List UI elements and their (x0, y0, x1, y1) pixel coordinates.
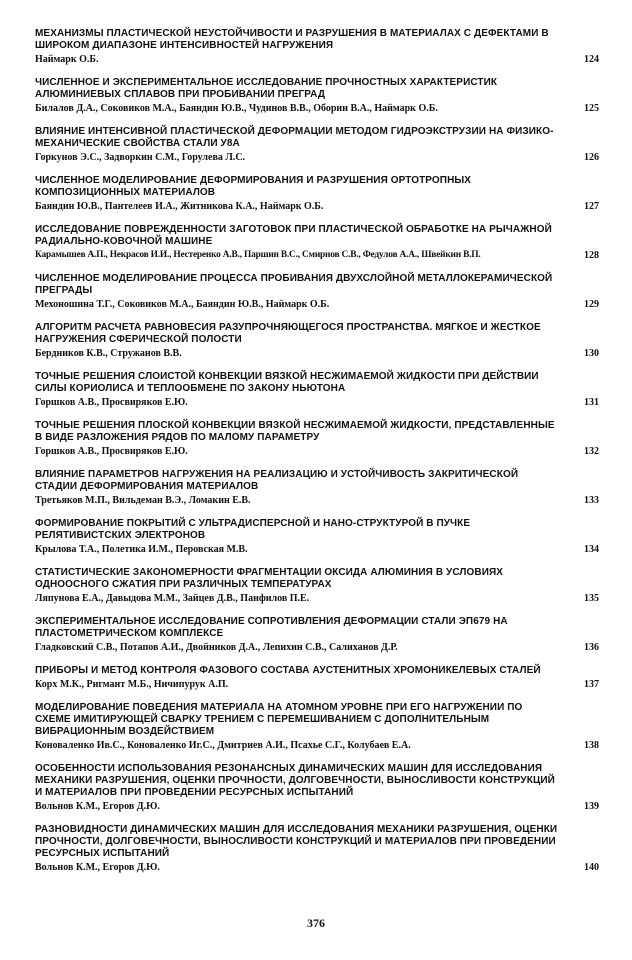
entry-page-number: 140 (584, 862, 599, 873)
toc-entry (35, 469, 599, 507)
entry-authors: Крылова Т.А., Полетика И.М., Перовская М.В. (35, 544, 248, 555)
entry-line (35, 298, 599, 311)
entry-page-number: 134 (584, 544, 599, 555)
entry-line (35, 445, 599, 458)
entry-page-number: 133 (584, 495, 599, 506)
toc-entry (35, 763, 599, 813)
entry-authors: Горшков А.В., Просвиряков Е.Ю. (35, 446, 188, 457)
entry-line (35, 861, 599, 874)
entry-title: РАЗНОВИДНОСТИ ДИНАМИЧЕСКИХ МАШИН ДЛЯ ИССЛЕДОВАНИЯ МЕХАНИКИ РАЗРУШЕНИЯ, ОЦЕНКИ ПРОЧНОСТИ, ДОЛГОВЕЧНОСТИ, ВЫНОСЛИВОСТИ КОНСТРУКЦИЙ И МАТЕРИАЛОВ ПРИ ПРОВЕДЕНИИ РЕСУРСНЫХ ИСПЫТАНИЙ (35, 824, 558, 859)
entry-line (35, 678, 599, 691)
toc-entry (35, 175, 599, 213)
entry-title: МЕХАНИЗМЫ ПЛАСТИЧЕСКОЙ НЕУСТОЙЧИВОСТИ И РАЗРУШЕНИЯ В МАТЕРИАЛАХ С ДЕФЕКТАМИ В ШИРОКОМ ДИАПАЗОНЕ ИНТЕНСИВНОСТЕЙ НАГРУЖЕНИЯ (35, 28, 549, 51)
entry-title: ВЛИЯНИЕ ИНТЕНСИВНОЙ ПЛАСТИЧЕСКОЙ ДЕФОРМАЦИИ МЕТОДОМ ГИДРОЭКСТРУЗИИ НА ФИЗИКО-МЕХАНИЧЕСКИЕ СВОЙСТВА СТАЛИ У8А (35, 126, 554, 149)
entry-page-number: 127 (584, 201, 599, 212)
toc-entry (35, 273, 599, 311)
entry-authors: Третьяков М.П., Вильдеман В.Э., Ломакин Е.В. (35, 495, 251, 506)
entry-page-number: 138 (584, 740, 599, 751)
entry-page-number: 124 (584, 54, 599, 65)
entry-title: ЧИСЛЕННОЕ МОДЕЛИРОВАНИЕ ПРОЦЕССА ПРОБИВАНИЯ ДВУХСЛОЙНОЙ МЕТАЛЛОКЕРАМИЧЕСКОЙ ПРЕГРАДЫ (35, 273, 553, 296)
entry-line (35, 53, 599, 66)
entry-page-number: 125 (584, 103, 599, 114)
entry-authors: Мехоношина Т.Г., Соковиков М.А., Баяндин Ю.В., Наймарк О.Б. (35, 299, 330, 310)
entry-title: ВЛИЯНИЕ ПАРАМЕТРОВ НАГРУЖЕНИЯ НА РЕАЛИЗАЦИЮ И УСТОЙЧИВОСТЬ ЗАКРИТИЧЕСКОЙ СТАДИИ ДЕФОРМИРОВАНИЯ МАТЕРИАЛОВ (35, 469, 519, 492)
entry-title: ЧИСЛЕННОЕ И ЭКСПЕРИМЕНТАЛЬНОЕ ИССЛЕДОВАНИЕ ПРОЧНОСТНЫХ ХАРАКТЕРИСТИК АЛЮМИНИЕВЫХ СПЛАВОВ ПРИ ПРОБИВАНИИ ПРЕГРАД (35, 77, 498, 100)
entry-authors: Баяндин Ю.В., Пантелеев И.А., Житникова К.А., Наймарк О.Б. (35, 201, 324, 212)
entry-page-number: 131 (584, 397, 599, 408)
entry-line (35, 543, 599, 556)
entry-title: СТАТИСТИЧЕСКИЕ ЗАКОНОМЕРНОСТИ ФРАГМЕНТАЦИИ ОКСИДА АЛЮМИНИЯ В УСЛОВИЯХ ОДНООСНОГО СЖАТИЯ ПРИ РАЗЛИЧНЫХ ТЕМПЕРАТУРАХ (35, 567, 504, 590)
toc-entry (35, 518, 599, 556)
entry-title: ЭКСПЕРИМЕНТАЛЬНОЕ ИССЛЕДОВАНИЕ СОПРОТИВЛЕНИЯ ДЕФОРМАЦИИ СТАЛИ ЭП679 НА ПЛАСТОМЕТРИЧЕСКОМ КОМПЛЕКСЕ (35, 616, 508, 639)
entry-line (35, 592, 599, 605)
entry-title: ПРИБОРЫ И МЕТОД КОНТРОЛЯ ФАЗОВОГО СОСТАВА АУСТЕНИТНЫХ ХРОМОНИКЕЛЕВЫХ СТАЛЕЙ (35, 665, 541, 676)
entry-authors: Бердников К.В., Стружанов В.В. (35, 348, 182, 359)
entry-line (35, 396, 599, 409)
entry-line (35, 494, 599, 507)
toc-entry (35, 665, 599, 691)
toc-entry (35, 420, 599, 458)
entry-line (35, 347, 599, 360)
entry-title: ТОЧНЫЕ РЕШЕНИЯ ПЛОСКОЙ КОНВЕКЦИИ ВЯЗКОЙ НЕСЖИМАЕМОЙ ЖИДКОСТИ, ПРЕДСТАВЛЕННЫЕ В ВИДЕ РАЗЛОЖЕНИЯ РЯДОВ ПО МАЛОМУ ПАРАМЕТРУ (35, 420, 555, 443)
entry-page-number: 135 (584, 593, 599, 604)
toc-entry (35, 824, 599, 874)
toc-entry (35, 77, 599, 115)
entry-authors: Горшков А.В., Просвиряков Е.Ю. (35, 397, 188, 408)
entry-authors: Наймарк О.Б. (35, 54, 99, 65)
entry-line (35, 249, 599, 262)
table-of-contents (35, 28, 599, 885)
entry-line (35, 200, 599, 213)
entry-title: ЧИСЛЕННОЕ МОДЕЛИРОВАНИЕ ДЕФОРМИРОВАНИЯ И РАЗРУШЕНИЯ ОРТОТРОПНЫХ КОМПОЗИЦИОННЫХ МАТЕРИАЛОВ (35, 175, 472, 198)
entry-authors: Корх М.К., Ригмант М.Б., Ничипурук А.П. (35, 679, 229, 690)
entry-line (35, 641, 599, 654)
entry-title: ИССЛЕДОВАНИЕ ПОВРЕЖДЕННОСТИ ЗАГОТОВОК ПРИ ПЛАСТИЧЕСКОЙ ОБРАБОТКЕ НА РЫЧАЖНОЙ РАДИАЛЬНО-КОВОЧНОЙ МАШИНЕ (35, 224, 552, 247)
entry-line (35, 739, 599, 752)
toc-entry (35, 322, 599, 360)
toc-entry (35, 702, 599, 752)
toc-entry (35, 224, 599, 262)
entry-authors: Гладковский С.В., Потапов А.И., Двойников Д.А., Лепихин С.В., Салиханов Д.Р. (35, 642, 398, 653)
entry-page-number: 132 (584, 446, 599, 457)
entry-page-number: 139 (584, 801, 599, 812)
toc-entry (35, 28, 599, 66)
entry-authors: Карамышев А.П., Некрасов И.И., Нестеренко А.В., Паршин В.С., Смирнов С.В., Федулов А.А., Швейкин В.П. (35, 250, 481, 260)
entry-page-number: 137 (584, 679, 599, 690)
toc-entry (35, 371, 599, 409)
entry-title: ОСОБЕННОСТИ ИСПОЛЬЗОВАНИЯ РЕЗОНАНСНЫХ ДИНАМИЧЕСКИХ МАШИН ДЛЯ ИССЛЕДОВАНИЯ МЕХАНИКИ РАЗРУШЕНИЯ, ОЦЕНКИ ПРОЧНОСТИ, ДОЛГОВЕЧНОСТИ, ВЫНОСЛИВОСТИ КОНСТРУКЦИЙ И МАТЕРИАЛОВ ПРИ ПРОВЕДЕНИИ РЕСУРСНЫХ ИСПЫТАНИЙ (35, 763, 555, 798)
entry-authors: Ляпунова Е.А., Давыдова М.М., Зайцев Д.В., Панфилов П.Е. (35, 593, 310, 604)
entry-page-number: 130 (584, 348, 599, 359)
entry-line (35, 800, 599, 813)
entry-title: ФОРМИРОВАНИЕ ПОКРЫТИЙ С УЛЬТРАДИСПЕРСНОЙ И НАНО-СТРУКТУРОЙ В ПУЧКЕ РЕЛЯТИВИСТСКИХ ЭЛЕКТРОНОВ (35, 518, 471, 541)
entry-authors: Коноваленко Ив.С., Коноваленко Иг.С., Дмитриев А.И., Псахье С.Г., Колубаев Е.А. (35, 740, 411, 751)
entry-page-number: 136 (584, 642, 599, 653)
entry-line (35, 102, 599, 115)
entry-title: МОДЕЛИРОВАНИЕ ПОВЕДЕНИЯ МАТЕРИАЛА НА АТОМНОМ УРОВНЕ ПРИ ЕГО НАГРУЖЕНИИ ПО СХЕМЕ ИМИТИРУЮЩЕЙ СВАРКУ ТРЕНИЕМ С ПЕРЕМЕШИВАНИЕМ С ДОПОЛНИТЕЛЬНЫМ ВИБРАЦИОННЫМ ВОЗДЕЙСТВИЕМ (35, 702, 523, 737)
toc-entry (35, 126, 599, 164)
page-number: 376 (307, 916, 325, 930)
entry-authors: Горкунов Э.С., Задворкин С.М., Горулева Л.С. (35, 152, 246, 163)
toc-entry (35, 567, 599, 605)
entry-title: ТОЧНЫЕ РЕШЕНИЯ СЛОИСТОЙ КОНВЕКЦИИ ВЯЗКОЙ НЕСЖИМАЕМОЙ ЖИДКОСТИ ПРИ ДЕЙСТВИИ СИЛЫ КОРИОЛИСА И ТЕПЛООБМЕНЕ ПО ЗАКОНУ НЬЮТОНА (35, 371, 539, 394)
entry-authors: Билалов Д.А., Соковиков М.А., Баяндин Ю.В., Чудинов В.В., Оборин В.А., Наймарк О.Б. (35, 103, 438, 114)
entry-page-number: 128 (584, 250, 599, 261)
entry-line (35, 151, 599, 164)
entry-authors: Вольнов К.М., Егоров Д.Ю. (35, 801, 160, 812)
entry-title: АЛГОРИТМ РАСЧЕТА РАВНОВЕСИЯ РАЗУПРОЧНЯЮЩЕГОСЯ ПРОСТРАНСТВА. МЯГКОЕ И ЖЕСТКОЕ НАГРУЖЕНИЯ СФЕРИЧЕСКОЙ ПОЛОСТИ (35, 322, 541, 345)
entry-authors: Вольнов К.М., Егоров Д.Ю. (35, 862, 160, 873)
toc-entry (35, 616, 599, 654)
entry-page-number: 126 (584, 152, 599, 163)
entry-page-number: 129 (584, 299, 599, 310)
